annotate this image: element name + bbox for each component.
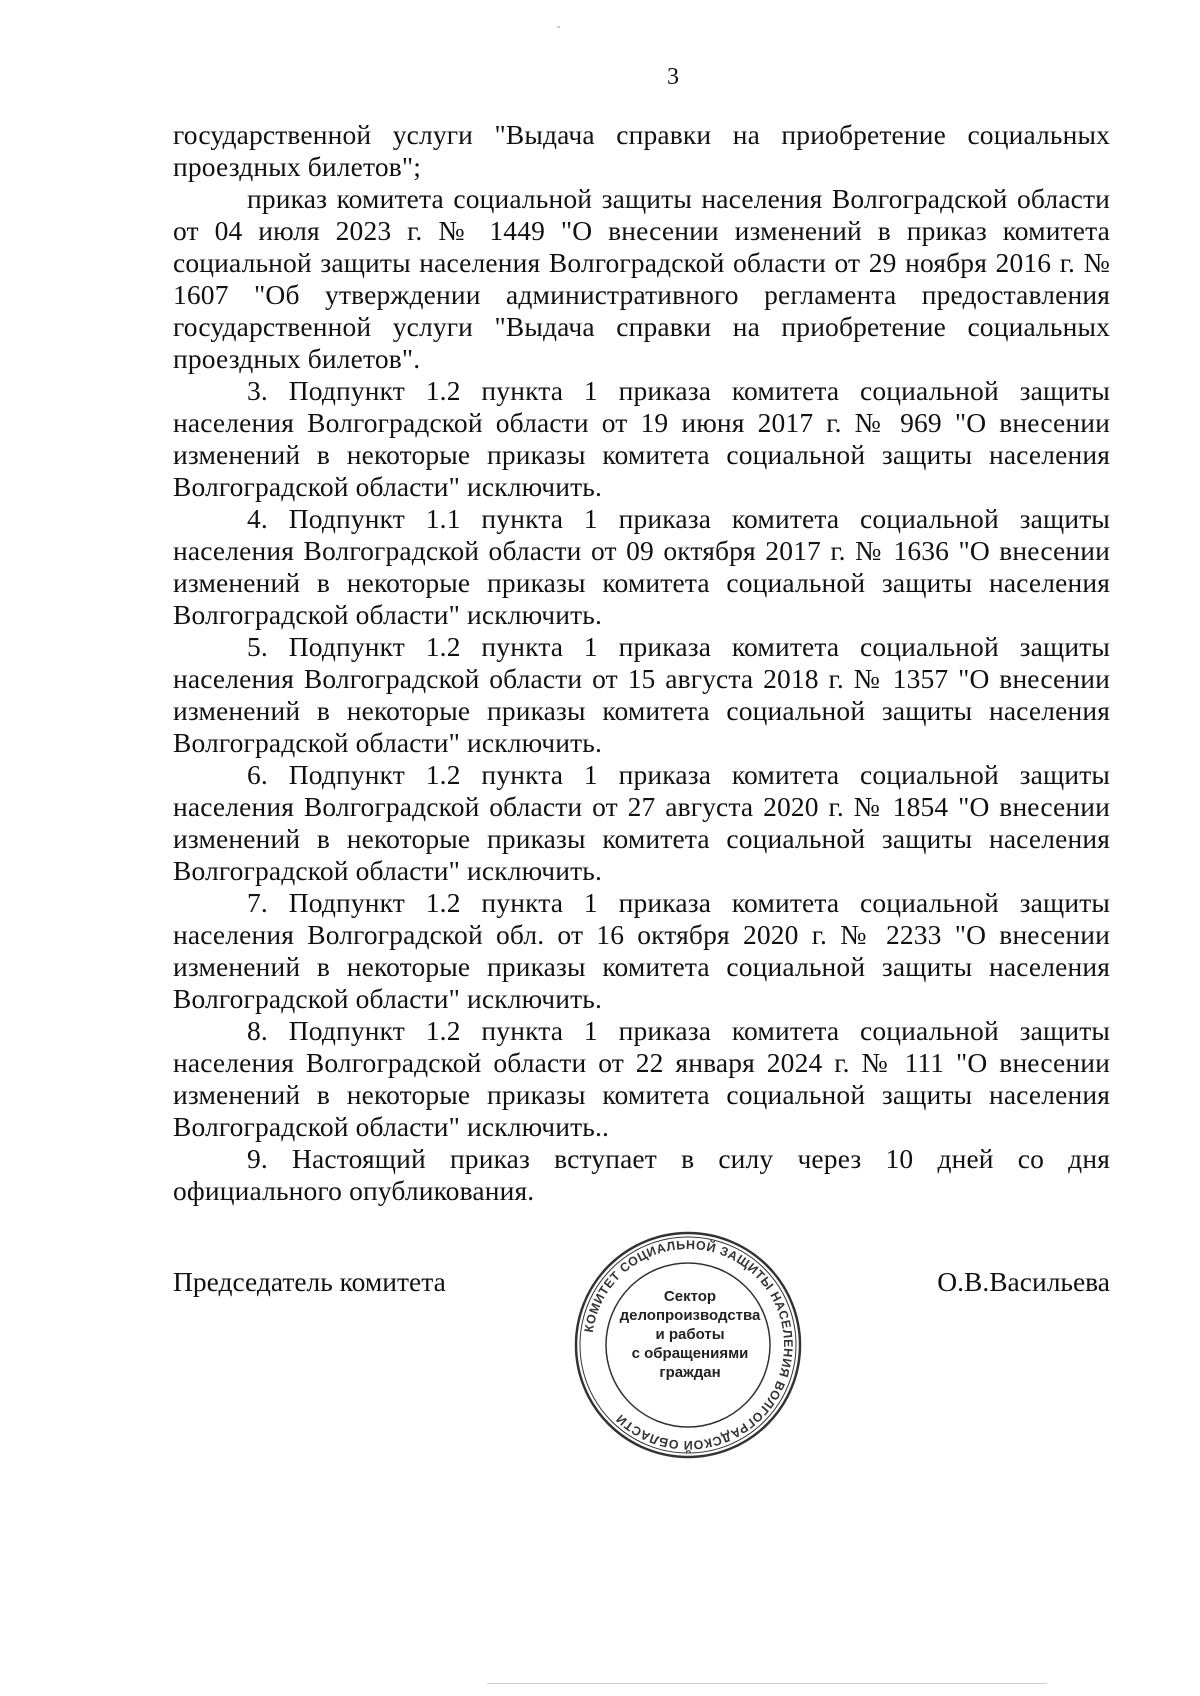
paragraph: 4. Подпункт 1.1 пункта 1 приказа комитета социальной защиты населения Волгоградской области от 09 октября 2017 г. № 1636 "О внесении изменений в некоторые приказы комитета социальной защиты населения Волгоградской области" исключить. (173, 503, 1110, 630)
paragraph: 8. Подпункт 1.2 пункта 1 приказа комитета социальной защиты населения Волгоградской области от 22 января 2024 г. № 111 "О внесении изменений в некоторые приказы комитета социальной защиты населения Волгоградской области" исключить.. (173, 1015, 1110, 1142)
scan-mark-bottom (487, 1683, 1047, 1684)
stamp-line: граждан (659, 1364, 721, 1381)
stamp-line: Сектор (663, 1288, 717, 1305)
paragraph: 3. Подпункт 1.2 пункта 1 приказа комитета социальной защиты населения Волгоградской области от 19 июня 2017 г. № 969 "О внесении изменений в некоторые приказы комитета социальной защиты населения Волгоградской области" исключить. (173, 375, 1110, 502)
paragraph: 5. Подпункт 1.2 пункта 1 приказа комитета социальной защиты населения Волгоградской области от 15 августа 2018 г. № 1357 "О внесении изменений в некоторые приказы комитета социальной защиты населения Волгоградской области" исключить. (173, 631, 1110, 758)
stamp-line: и работы (655, 1326, 725, 1343)
stamp-line: делопроизводства (619, 1307, 761, 1324)
paragraph: приказ комитета социальной защиты населения Волгоградской области от 04 июля 2023 г. № 1449 "О внесении изменений в приказ комитета социальной защиты населения Волгоградской области от 29 ноября 2016 г. № 1607 "Об утверждении административного регламента предоставления государственной услуги "Выдача справки на приобретение социальных проездных билетов". (173, 183, 1110, 374)
stamp-line: с обращениями (631, 1345, 749, 1362)
page-number: 3 (667, 64, 679, 90)
paragraph: государственной услуги "Выдача справки на приобретение социальных проездных билетов"; (173, 119, 1110, 182)
stamp-center-text (617, 1287, 763, 1382)
signatory-title: Председатель комитета (173, 1266, 446, 1297)
scan-mark-top (557, 26, 560, 28)
paragraph: 9. Настоящий приказ вступает в силу через 10 дней со дня официального опубликования. (173, 1143, 1110, 1206)
paragraph: 7. Подпункт 1.2 пункта 1 приказа комитета социальной защиты населения Волгоградской обл. от 16 октября 2020 г. № 2233 "О внесении изменений в некоторые приказы комитета социальной защиты населения Волгоградской области" исключить. (173, 887, 1110, 1014)
document-body (173, 119, 1110, 1207)
stamp-outer-text: КОМИТЕТ СОЦИАЛЬНОЙ ЗАЩИТЫ НАСЕЛЕНИЯ ВОЛГОГРАДСКОЙ ОБЛАСТИ (581, 1237, 796, 1453)
signatory-name: О.В.Васильева (937, 1266, 1110, 1297)
official-stamp (573, 1230, 803, 1460)
paragraph: 6. Подпункт 1.2 пункта 1 приказа комитета социальной защиты населения Волгоградской области от 27 августа 2020 г. № 1854 "О внесении изменений в некоторые приказы комитета социальной защиты населения Волгоградской области" исключить. (173, 759, 1110, 886)
